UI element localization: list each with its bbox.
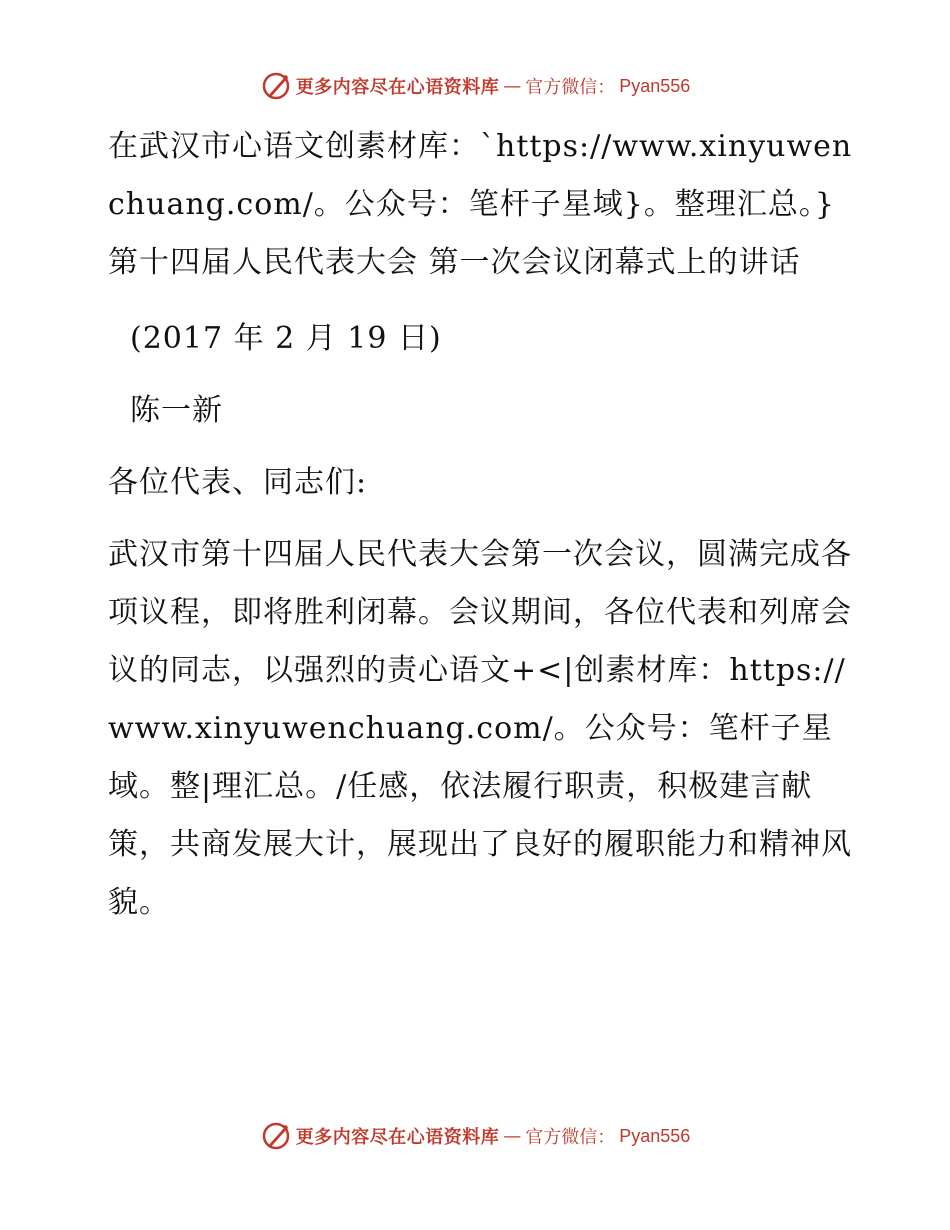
document-intro-paragraph: 在武汉市心语文创素材库：`https://www.xinyuwenchuang.com/。公众号：笔杆子星域}。整理汇总。}第十四届人民代表大会 第一次会议闭幕式上的讲话 xyxy=(108,129,853,280)
header-slogan: 更多内容尽在心语资料库 xyxy=(295,77,500,98)
page-header-banner xyxy=(0,70,950,102)
footer-wechat-label: 官方微信： xyxy=(525,1127,616,1148)
quill-pen-logo-icon xyxy=(260,70,292,102)
page-footer-banner xyxy=(0,1120,950,1152)
document-date: (2017 年 2 月 19 日) xyxy=(130,321,442,356)
footer-wechat-id: Pyan556 xyxy=(619,1125,691,1146)
header-wechat-id: Pyan556 xyxy=(619,75,691,96)
document-body-paragraph: 武汉市第十四届人民代表大会第一次会议，圆满完成各项议程，即将胜利闭幕。会议期间，各位代表和列席会议的同志，以强烈的责心语文+<|创素材库：https://www.xinyuwenchuang.com/。公众号：笔杆子星域。整|理汇总。/任感，依法履行职责，积极建言献策，共商发展大计，展现出了良好的履职能力和精神风貌。 xyxy=(108,537,852,920)
document-speaker: 陈一新 xyxy=(130,393,223,428)
footer-slogan: 更多内容尽在心语资料库 xyxy=(295,1127,500,1148)
header-separator: — xyxy=(503,75,522,97)
quill-pen-logo-icon xyxy=(260,1120,292,1152)
header-wechat-label: 官方微信： xyxy=(525,77,616,98)
footer-separator: — xyxy=(503,1125,522,1147)
document-body xyxy=(98,118,858,932)
document-salutation: 各位代表、同志们: xyxy=(108,465,368,500)
